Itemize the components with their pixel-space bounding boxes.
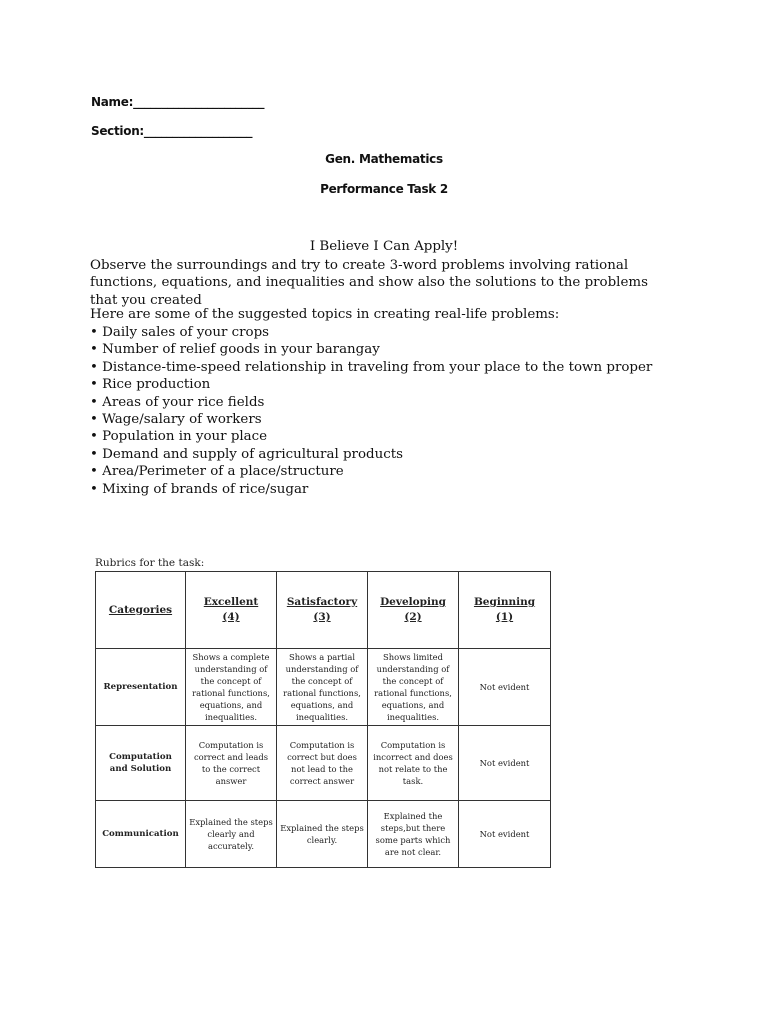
rubric-category: Computation and Solution [96, 726, 186, 801]
rubric-cell: Shows limited understanding of the concept of rational functions, equations, and inequalities. [368, 649, 459, 726]
rubric-cell: Not evident [459, 726, 551, 801]
topic-item: • Rice production [90, 377, 211, 393]
topic-item: • Mixing of brands of rice/sugar [90, 481, 309, 497]
activity-title: I Believe I Can Apply! [309, 239, 459, 254]
rubric-cell: Not evident [459, 649, 551, 726]
topic-item: • Area/Perimeter of a place/structure [90, 464, 344, 480]
rubric-header-row [96, 572, 551, 649]
rubric-cell: Not evident [459, 801, 551, 868]
topic-item: • Distance-time-speed relationship in traveling from your place to the town proper [90, 359, 653, 375]
rubric-cell: Explained the steps clearly and accurately. [186, 801, 277, 868]
rubric-cell: Computation is correct and leads to the correct answer [186, 726, 277, 801]
topic-item: • Wage/salary of workers [90, 412, 262, 428]
rubric-header-satisfactory: Satisfactory (3) [277, 572, 368, 649]
rubric-table [95, 571, 551, 868]
subject-title: Gen. Mathematics [325, 152, 443, 166]
activity-instructions: Observe the surroundings and try to create 3-word problems involving rational functions, equations, and inequalities and show also the solutions to the problems that you created [90, 258, 648, 308]
rubric-category: Communication [96, 801, 186, 868]
rubric-cell: Explained the steps clearly. [277, 801, 368, 868]
rubric-row-communication [96, 801, 551, 868]
rubric-header-developing: Developing (2) [368, 572, 459, 649]
topic-item: • Number of relief goods in your barangay [90, 342, 380, 358]
rubric-cell: Explained the steps,but there some parts which are not clear. [368, 801, 459, 868]
topic-item: • Areas of your rice fields [90, 394, 265, 410]
topics-list [90, 324, 660, 498]
rubric-cell: Shows a complete understanding of the concept of rational functions, equations, and inequalities. [186, 649, 277, 726]
rubric-row-computation [96, 726, 551, 801]
section-field: Section:___________________ [91, 124, 253, 138]
rubric-category: Representation [96, 649, 186, 726]
name-field: Name:_______________________ [91, 95, 265, 109]
rubric-cell: Shows a partial understanding of the concept of rational functions, equations, and inequalities. [277, 649, 368, 726]
rubric-cell: Computation is correct but does not lead to the correct answer [277, 726, 368, 801]
rubric-header-excellent: Excellent (4) [186, 572, 277, 649]
topic-item: • Population in your place [90, 429, 268, 445]
task-title: Performance Task 2 [320, 182, 448, 196]
topic-item: • Demand and supply of agricultural products [90, 446, 403, 462]
rubric-header-categories: Categories [96, 572, 186, 649]
rubric-caption: Rubrics for the task: [95, 557, 205, 569]
topics-lead: Here are some of the suggested topics in creating real-life problems: [90, 307, 560, 322]
rubric-row-representation [96, 649, 551, 726]
rubric-header-beginning: Beginning (1) [459, 572, 551, 649]
rubric-cell: Computation is incorrect and does not relate to the task. [368, 726, 459, 801]
topic-item: • Daily sales of your crops [90, 325, 270, 340]
